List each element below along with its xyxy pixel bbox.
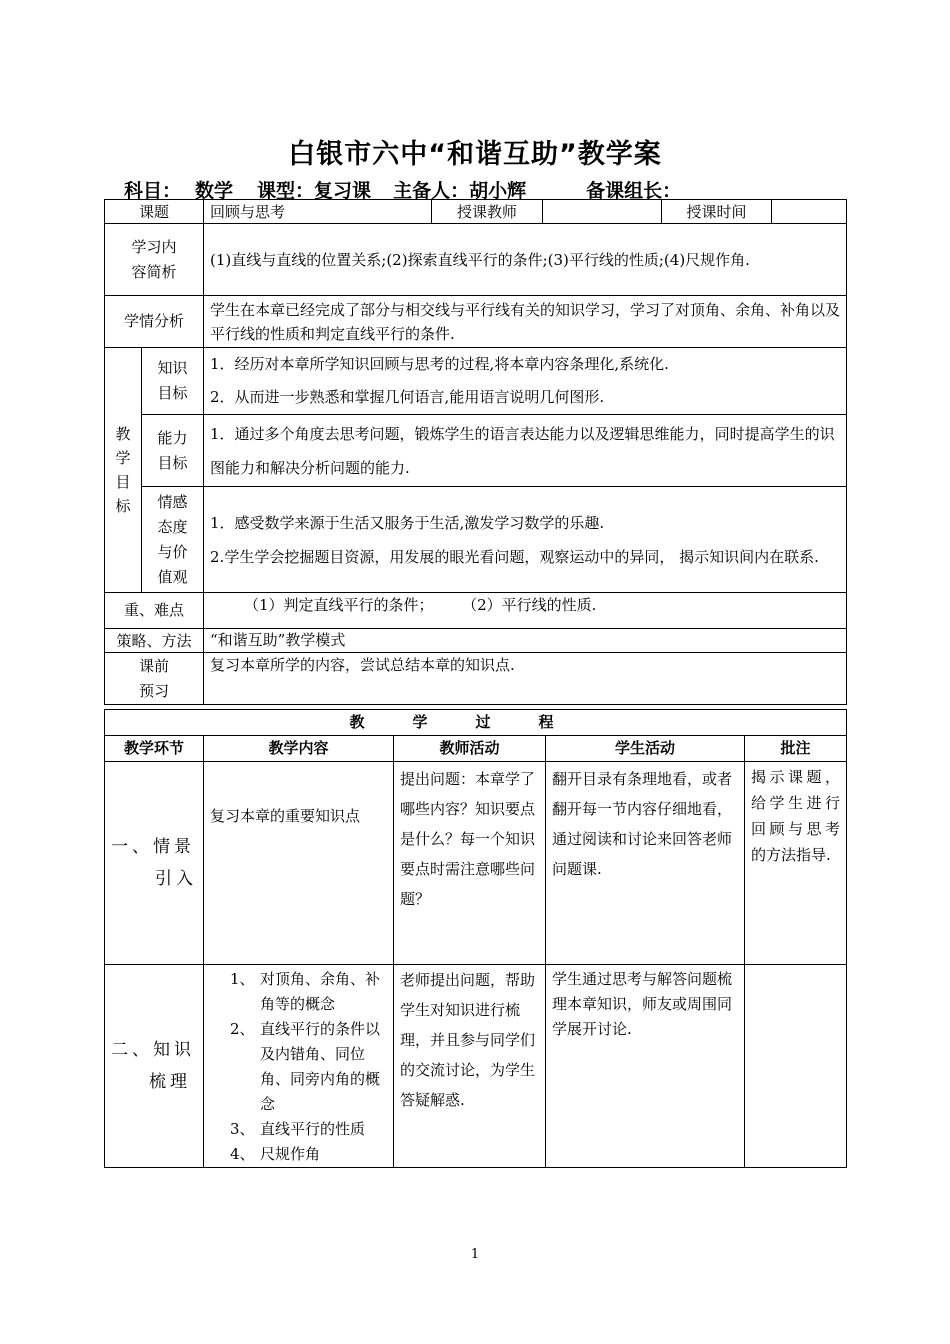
table-row [105,965,847,1168]
info-table [104,199,847,705]
item-text: 直线平行的性质 [260,1120,366,1138]
ability-text: 1．通过多个角度去思考问题，锻炼学生的语言表达能力以及逻辑思维能力，同时提高学生的识图能力和解决分析问题的能力. [204,415,847,487]
item-number: 3、 [230,1120,255,1138]
list-item [230,1117,383,1142]
item-text: 尺规作角 [260,1145,321,1163]
teacher-value [543,200,662,224]
strategy-label: 策略、方法 [105,629,204,653]
item-text: 对顶角、余角、补角等的概念 [260,970,381,1013]
teacher-label: 授课教师 [432,200,543,224]
preview-label: 课前预习 [105,653,204,705]
stage2-note [745,965,847,1168]
stage1-teacher: 提出问题：本章学了哪些内容？知识要点是什么？每一个知识要点时需注意哪些问题？ [394,762,546,965]
emotion-label: 情感态度与价值观 [142,487,204,593]
col-stage: 教学环节 [105,736,204,762]
stage1-name [105,762,204,965]
col-note: 批注 [745,736,847,762]
preparer-label: 主备人： [393,180,470,202]
document-title: 白银市六中“和谐互助”教学案 [288,139,662,170]
item-number: 4、 [230,1145,255,1163]
list-item [230,967,383,1017]
stage1-note: 揭示课题，给学生进行回顾与思考的方法指导. [745,762,847,965]
leader-label: 备课组长： [586,180,682,202]
list-item [230,1142,383,1167]
stage2-name-b: 梳理 [149,1072,191,1092]
preparer-value: 胡小辉 [469,180,527,202]
process-table [104,709,847,1168]
col-student: 学生活动 [546,736,745,762]
table-row [105,762,847,965]
item-number: 1、 [230,970,255,988]
ability-label: 能力目标 [142,415,204,487]
subject-value: 数学 [195,180,234,202]
emotion-goals [204,487,847,593]
stage2-content [204,965,394,1168]
stage1-name-a: 一、情景 [111,837,195,857]
time-value [772,200,847,224]
knowledge-goal-1: 1．经历对本章所学知识回顾与思考的过程,将本章内容条理化,系统化. [210,355,669,373]
item-text: 直线平行的条件以及内错角、同位角、同旁内角的概念 [260,1020,381,1113]
analysis-text: 学生在本章已经完成了部分与相交线与平行线有关的知识学习，学习了对顶角、余角、补角以及平行线的性质和判定直线平行的条件. [204,296,847,348]
stage1-name-b: 引入 [155,869,197,889]
summary-text: (1)直线与直线的位置关系;(2)探索直线平行的条件;(3)平行线的性质;(4)尺规作角. [204,224,847,296]
stage1-content: 复习本章的重要知识点 [204,762,394,965]
keypoints-label: 重、难点 [105,593,204,629]
lesson-type-value: 复习课 [314,180,372,202]
knowledge-label: 知识目标 [142,348,204,415]
stage2-item-list [230,967,383,1167]
emotion-goal-1: 1．感受数学来源于生活又服务于生活,激发学习数学的乐趣. [210,513,605,532]
stage2-teacher: 老师提出问题，帮助学生对知识进行梳理，并且参与同学们的交流讨论，为学生答疑解惑. [394,965,546,1168]
subject-label: 科目： [124,180,182,202]
keypoints [204,593,847,629]
knowledge-goals [204,348,847,415]
process-heading: 教学过程 [105,710,847,736]
knowledge-goal-2: 2．从而进一步熟悉和掌握几何语言,能用语言说明几何图形. [210,388,605,406]
lesson-type-label: 课型： [257,180,315,202]
page-number: 1 [470,1247,480,1262]
emotion-goal-2: 2.学生学会挖掘题目资源，用发展的眼光看问题，观察运动中的异同， 揭示知识间内在联系. [210,547,819,566]
strategy-text: “和谐互助”教学模式 [204,629,847,653]
item-number: 2、 [230,1020,255,1038]
stage2-name [105,965,204,1168]
stage1-student: 翻开目录有条理地看，或者翻开每一节内容仔细地看，通过阅读和讨论来回答老师问题课. [546,762,745,965]
keypoint-2: （2）平行线的性质. [469,596,597,614]
stage2-name-a: 二、知识 [111,1040,195,1060]
time-label: 授课时间 [662,200,772,224]
preview-text: 复习本章所学的内容，尝试总结本章的知识点. [204,653,847,705]
stage2-student: 学生通过思考与解答问题梳理本章知识，师友或周围同学展开讨论. [546,965,745,1168]
col-teacher: 教师活动 [394,736,546,762]
topic-value: 回顾与思考 [204,200,432,224]
keypoint-1: （1）判定直线平行的条件； [244,596,434,614]
analysis-label: 学情分析 [105,296,204,348]
summary-label: 学习内容简析 [105,224,204,296]
topic-label: 课题 [105,200,204,224]
col-content: 教学内容 [204,736,394,762]
list-item [230,1017,383,1117]
goals-label: 教学目标 [105,348,142,593]
